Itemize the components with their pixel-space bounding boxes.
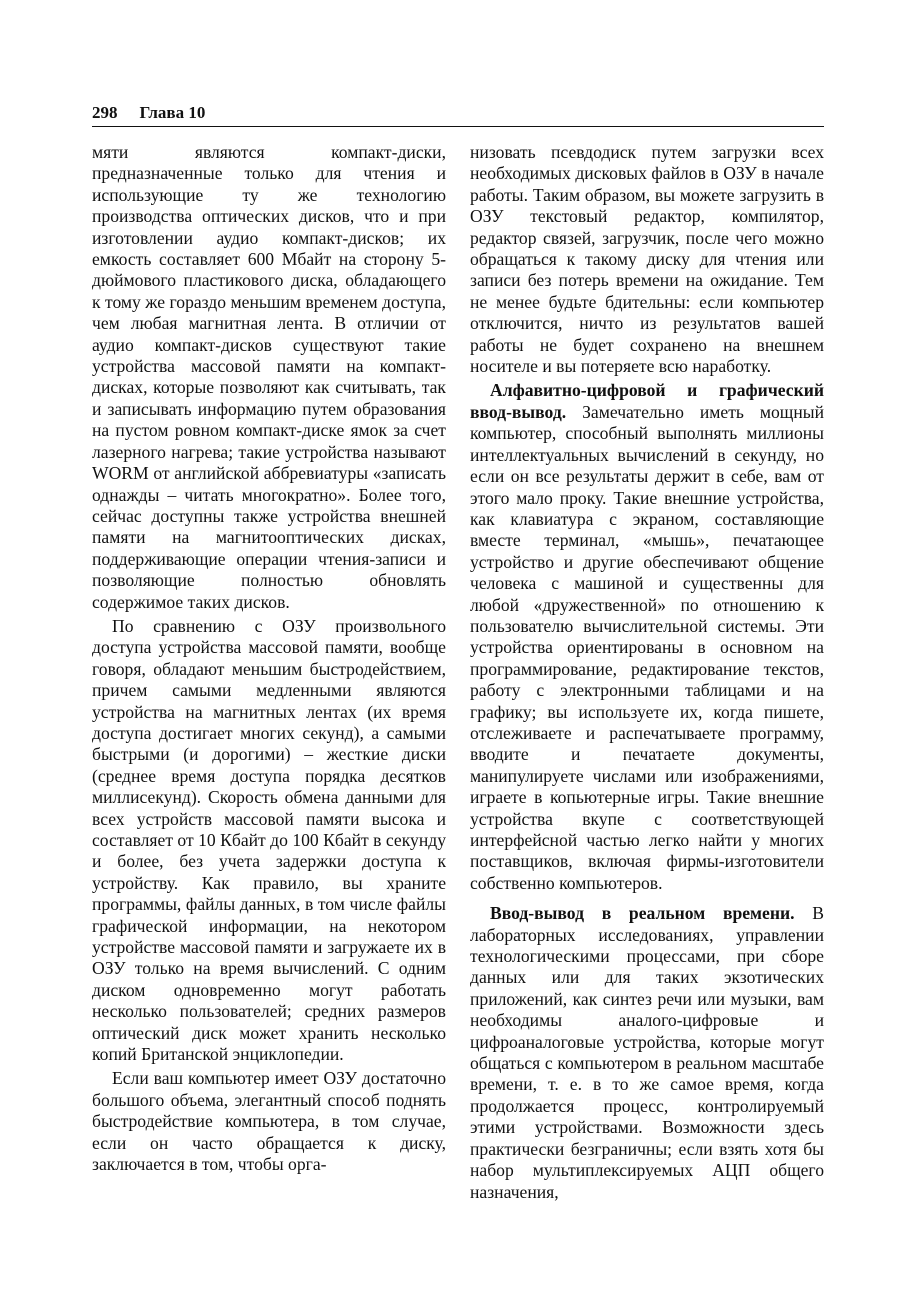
- section-body: Замечательно иметь мощный компьютер, способный выполнять миллионы интеллектуальных вычислений в секунду, но если он все результаты держит в себе, вам от этого мало проку. Такие внешние устройства, как клавиатура с экраном, составляющие вместе терминал, «мышь», печатающее устройство и другие обеспечивают общение человека с машиной и существенны для любой «дружественной» по отношению к пользователю вычислительной системы. Эти устройства ориентированы в основном на программирование, редактирование текстов, работу с электронными таблицами и на графику; вы используете их, когда пишете, отслеживаете и распечатываете программу, вводите и печатаете документы, манипулируете числами или изображениями, играете в копьютерные игры. Такие внешние устройства вкупе с соответствующей интерфейсной частью легко найти у многих поставщиков, включая фирмы-изготовители собственно компьютеров.: [470, 401, 824, 893]
- section-alphanumeric-graphic-io: [470, 380, 824, 894]
- paragraph-ram-disk-intro: Если ваш компьютер имеет ОЗУ достаточно большого объема, элегантный способ поднять быстродействие компьютера, в том случае, если он часто обращается к диску, заключается в том, чтобы орга-: [92, 1068, 446, 1175]
- paragraph-optical-discs: мяти являются компакт-диски, предназначенные только для чтения и использующие ту же технологию производства оптических дисков, что и при изготовлении аудио компакт-дисков; их емкость составляет 600 Мбайт на сторону 5-дюймового пластикового диска, обладающего к тому же гораздо меньшим временем доступа, чем любая магнитная лента. В отличии от аудио компакт-дисков существуют такие устройства массовой памяти на компакт-дисках, которые позволяют как считывать, так и записывать информацию путем образования на пустом ровном компакт-диске ямок за счет лазерного нагрева; такие устройства называют WORM от английской аббревиатуры «записать однажды – читать многократно». Более того, сейчас доступны также устройства внешней памяти на магнитооптических дисках, поддерживающие операции чтения-записи и позволяющие полностью обновлять содержимое таких дисков.: [92, 142, 446, 612]
- right-column: [470, 142, 824, 1203]
- section-heading: Ввод-вывод в реальном времени.: [490, 903, 795, 924]
- section-body: В лабораторных исследованиях, управлении технологическими процессами, при сборе данных или для таких экзотических приложений, как синтез речи или музыки, вам необходимы аналого-цифровые и цифроаналоговые устройства, которые могут общаться с компьютером в реальном масштабе времени, т. е. в то же самое время, когда продолжается процесс, контролируемый этими устройствами. Возможности здесь практически безграничны; если взять хотя бы набор мультиплексируемых АЦП общего назначения,: [470, 903, 824, 1202]
- section-realtime-io: [470, 903, 824, 1203]
- paragraph-mass-storage-speed: По сравнению с ОЗУ произвольного доступа устройства массовой памяти, вообще говоря, обладают меньшим быстродействием, причем самыми медленными являются устройства на магнитных лентах (их время доступа достигает многих секунд), а самыми быстрыми (и дорогими) – жесткие диски (среднее время доступа порядка десятков миллисекунд). Скорость обмена данными для всех устройств массовой памяти высока и составляет от 10 Кбайт до 100 Кбайт в секунду и более, без учета задержки доступа к устройству. Как правило, вы храните программы, файлы данных, в том числе файлы графической информации, на некотором устройстве массовой памяти и загружаете их в ОЗУ только на время вычислений. С одним диском одновременно могут работать несколько пользователей; средних размеров оптический диск может хранить несколько копий Британской энциклопедии.: [92, 615, 446, 1065]
- chapter-title: Глава 10: [139, 103, 206, 122]
- left-column: [92, 142, 446, 1176]
- running-header: [92, 103, 824, 127]
- section-heading: Алфавитно-цифровой и графический ввод-вывод.: [470, 380, 824, 422]
- page-number: 298: [92, 103, 118, 122]
- paragraph-ram-disk: низовать псевдодиск путем загрузки всех необходимых дисковых файлов в ОЗУ в начале работы. Таким образом, вы можете загрузить в ОЗУ текстовый редактор, компилятор, редактор связей, загрузчик, после чего можно обращаться к такому диску для чтения или записи без потерь времени на ожидание. Тем не менее будьте бдительны: если компьютер отключится, ничто из результатов вашей работы не будет сохранено на внешнем носителе и вы потеряете всю наработку.: [470, 142, 824, 377]
